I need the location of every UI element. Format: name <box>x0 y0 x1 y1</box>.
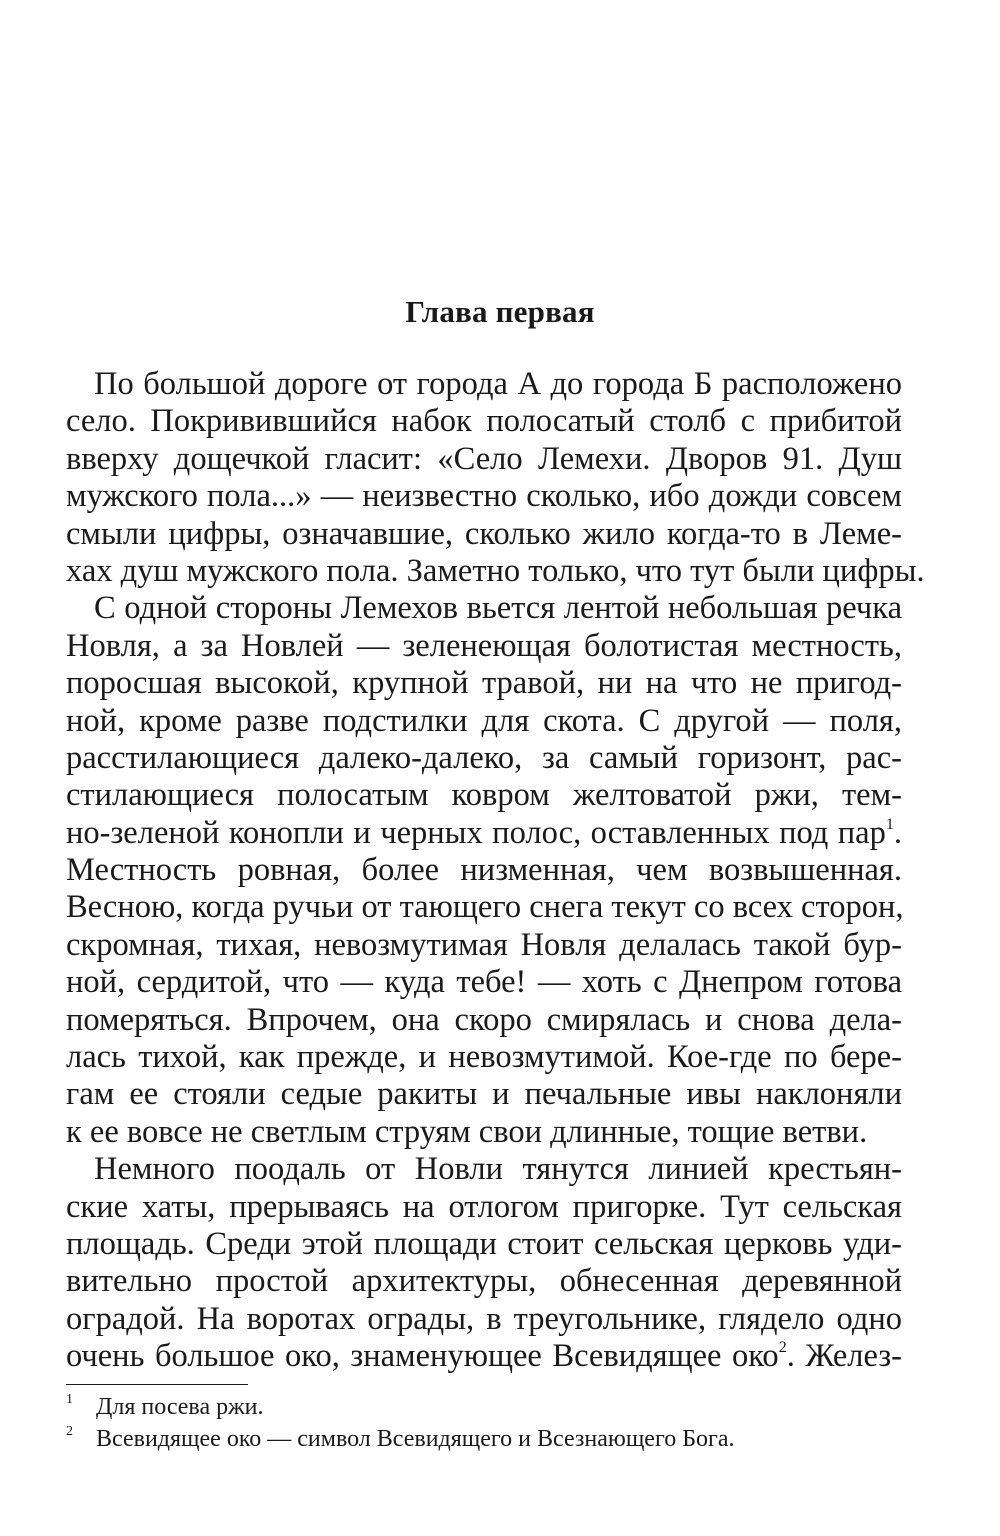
text-line: Немного поодаль от Новли тянутся линией крестьян- <box>94 1151 902 1188</box>
footnote-text: Для посева ржи. <box>96 1394 264 1420</box>
text-line-with-footnote <box>66 1338 902 1375</box>
footnote-number: 1 <box>66 1392 73 1407</box>
text-line: Весною, когда ручьи от тающего снега текут со всех сторон, <box>66 889 904 926</box>
footnotes <box>66 1391 902 1455</box>
text-line: оградой. На воротах ограды, в треугольнике, глядело одно <box>66 1300 902 1337</box>
text-line: Местность ровная, более низменная, чем возвышенная. <box>66 852 902 889</box>
text-line: ной, кроме разве подстилки для скота. С другой — поля, <box>66 702 902 739</box>
text-line: вверху дощечкой гласит: «Село Лемехи. Дворов 91. Душ <box>66 440 902 477</box>
text-segment: но-зеленой конопли и черных полос, оставленных под пар <box>66 814 886 851</box>
text-line-with-footnote: но-зеленой конопли и черных полос, оставленных под пар$^1$. <box>66 814 902 851</box>
text-line: померяться. Впрочем, она скоро смирялась и снова дела- <box>66 1001 902 1038</box>
chapter-title: Глава первая <box>405 294 595 329</box>
text-line: поросшая высокой, крупной травой, ни на что не пригод- <box>66 665 902 702</box>
text-line: вительно простой архитектуры, обнесенная деревянной <box>66 1263 902 1300</box>
paragraph-2 <box>66 590 902 1151</box>
footnote-text: Всевидящее око — символ Всевидящего и Всезнающего Бога. <box>96 1426 735 1452</box>
footnote-ref: 2 <box>778 1339 787 1357</box>
text-line: Новля, а за Новлей — зеленеющая болотистая местность, <box>66 627 902 664</box>
text-segment: . Желез- <box>786 1338 902 1375</box>
footnote-2 <box>66 1423 902 1455</box>
text-line: село. Покривившийся набок полосатый столб с прибитой <box>66 403 902 440</box>
text-line: смыли цифры, означавшие, сколько жило когда-то в Леме- <box>66 515 902 552</box>
text-line: лась тихой, как прежде, и невозмутимой. Кое-где по бере- <box>66 1039 902 1076</box>
text-line: мужского пола...» — неизвестно сколько, ибо дожди совсем <box>66 478 902 515</box>
text-line: площадь. Среди этой площади стоит сельская церковь уди- <box>66 1225 902 1262</box>
paragraph-1 <box>66 366 925 590</box>
text-line: гам ее стояли седые ракиты и печальные ивы наклоняли <box>66 1076 902 1113</box>
text-line: ной, сердитой, что — куда тебе! — хоть с Днепром готова <box>66 964 902 1001</box>
text-line: скромная, тихая, невозмутимая Новля делалась такой бур- <box>66 926 902 963</box>
text-line: С одной стороны Лемехов вьется лентой небольшая речка <box>94 590 902 627</box>
footnote-divider <box>66 1384 248 1385</box>
paragraph-3 <box>66 1151 902 1375</box>
text-line: хах душ мужского пола. Заметно только, что тут были цифры. <box>66 552 925 589</box>
text-line: По большой дороге от города А до города Б расположено <box>94 366 902 402</box>
text-line: расстилающиеся далеко-далеко, за самый горизонт, рас- <box>66 739 902 776</box>
footnote-1 <box>66 1391 902 1423</box>
text-segment: очень большое око, знаменующее Всевидящее око <box>66 1338 779 1375</box>
text-line: стилающиеся полосатым ковром желтоватой ржи, тем- <box>66 777 902 814</box>
footnote-number: 2 <box>66 1424 73 1439</box>
text-line: ские хаты, прерываясь на отлогом пригорке. Тут сельская <box>66 1188 902 1225</box>
footnote-ref: 1 <box>885 815 894 833</box>
body-text <box>66 366 925 1376</box>
text-line: к ее вовсе не светлым струям свои длинные, тощие ветви. <box>66 1113 868 1150</box>
